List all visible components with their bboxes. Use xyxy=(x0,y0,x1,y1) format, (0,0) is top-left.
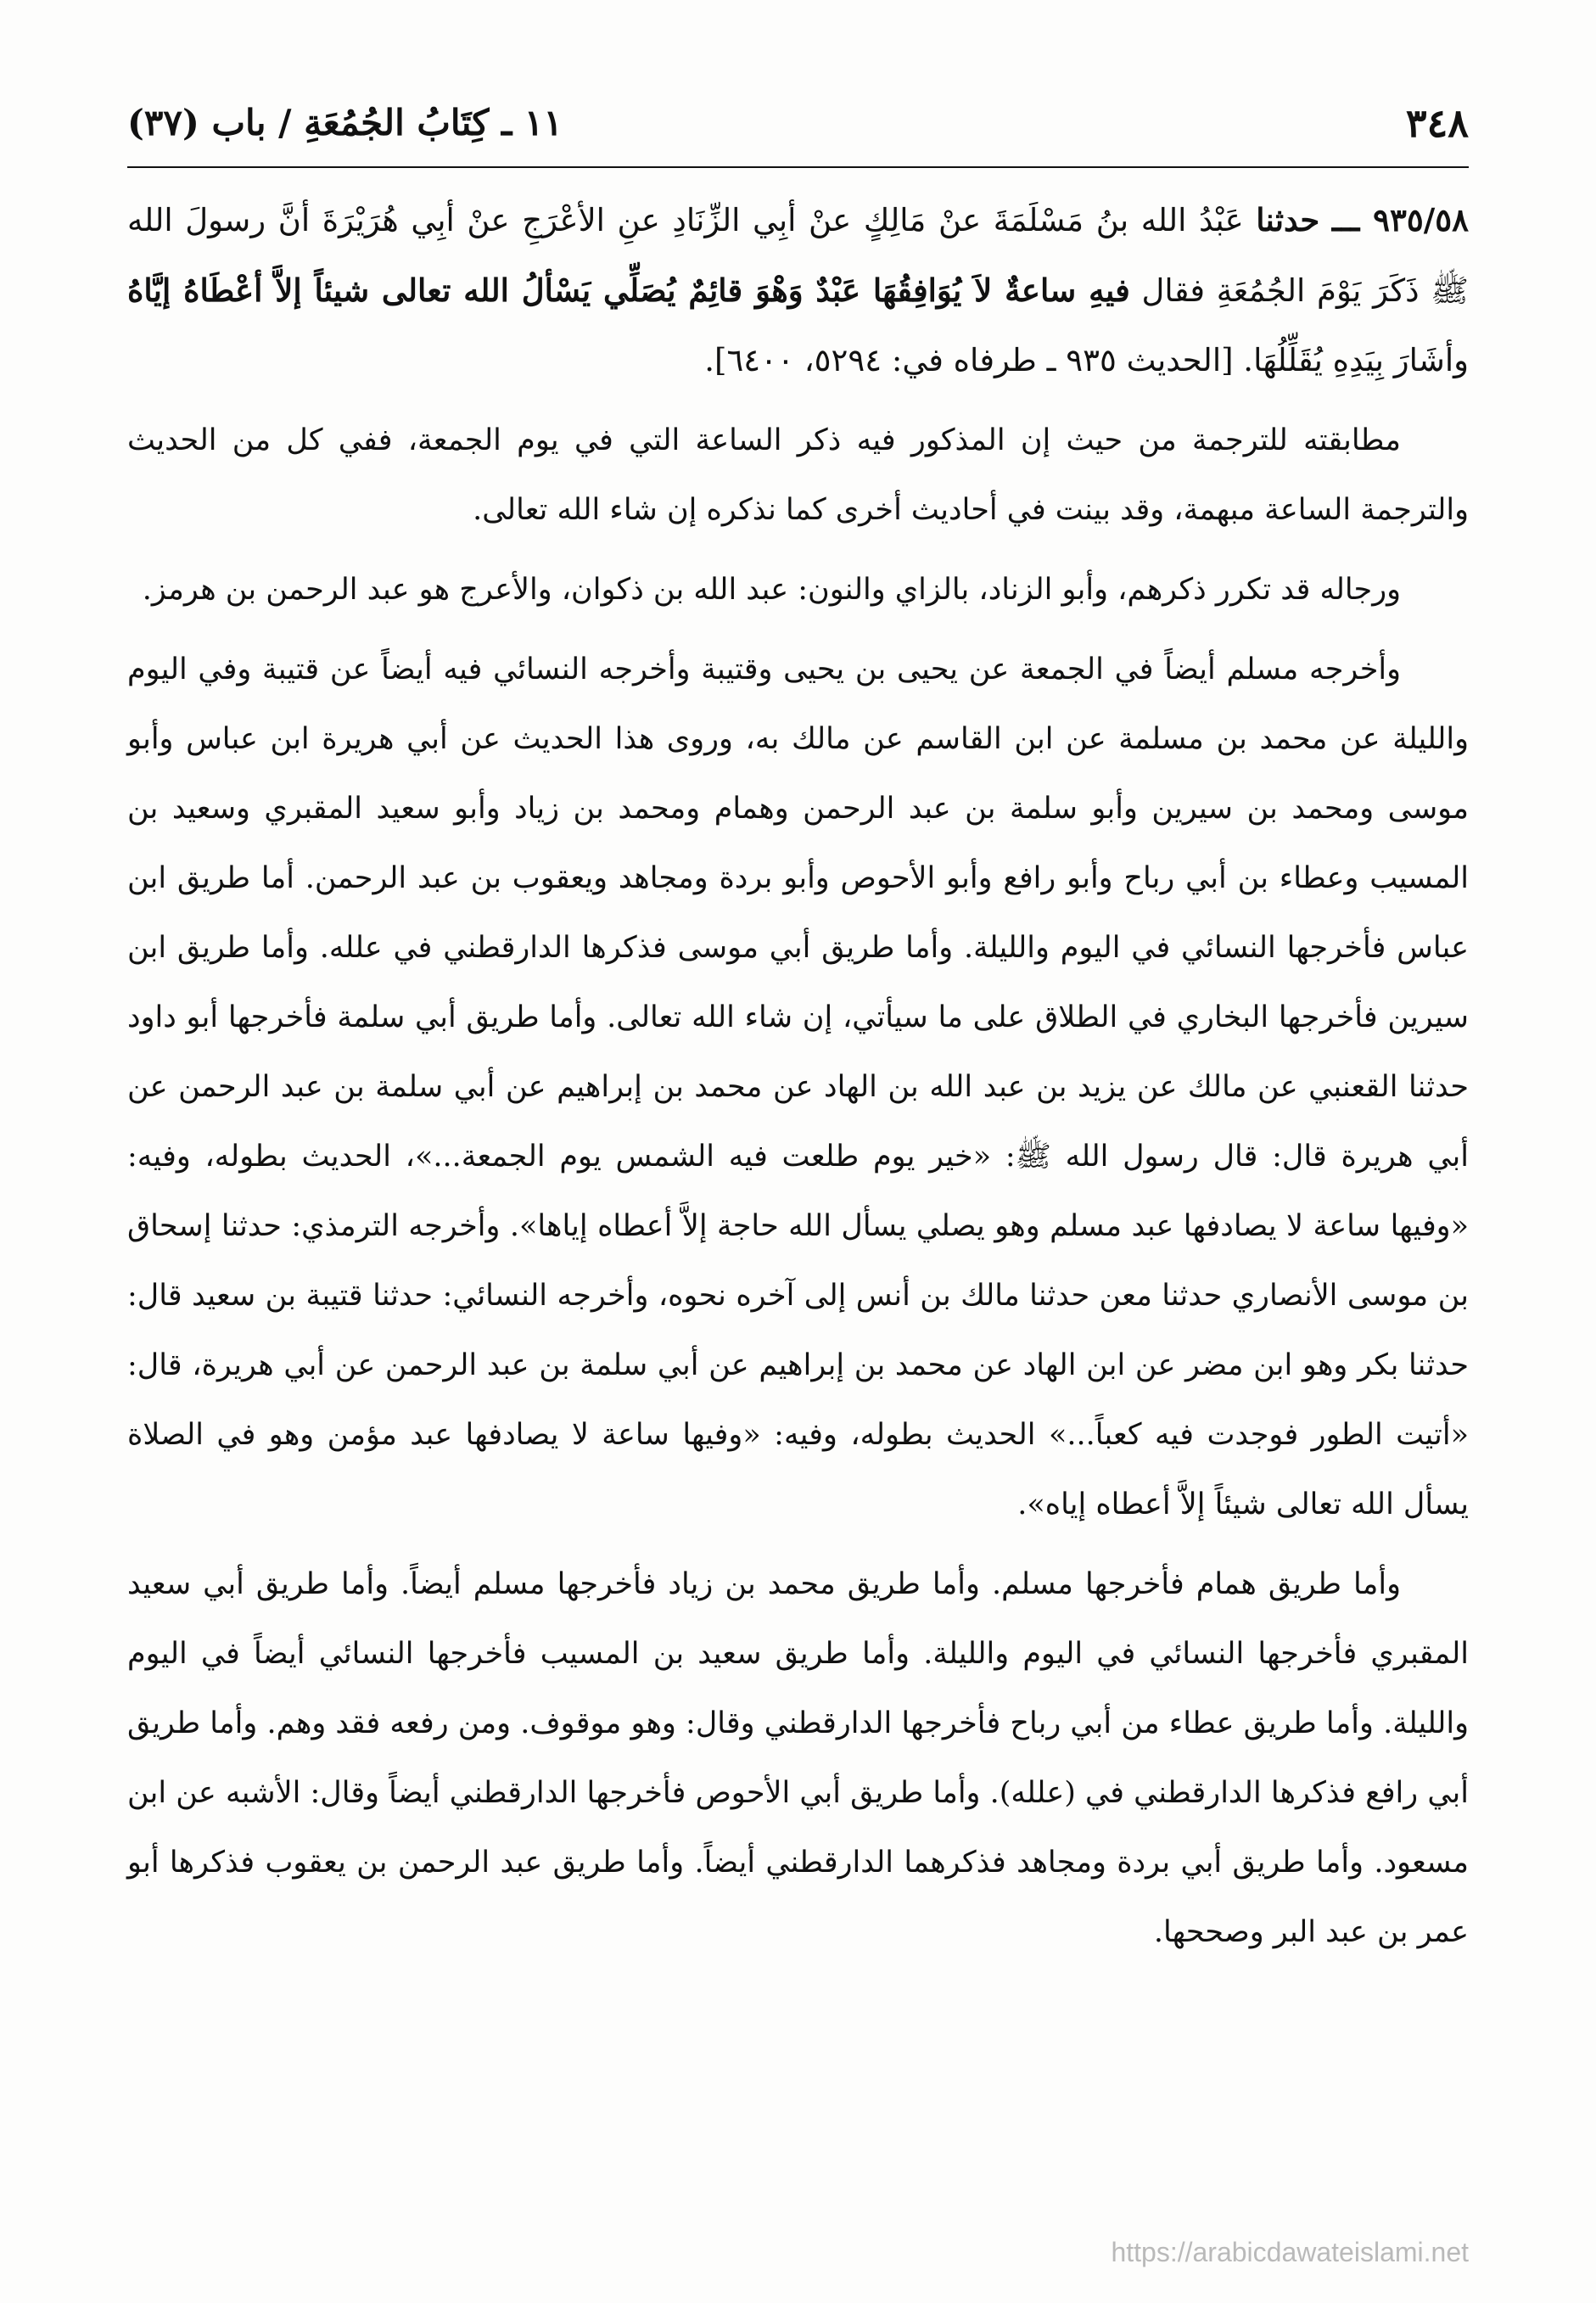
page-header xyxy=(127,95,1469,163)
watermark: https://arabicdawateislami.net xyxy=(1111,2237,1469,2267)
commentary-paragraph: مطابقته للترجمة من حيث إن المذكور فيه ذكر الساعة التي في يوم الجمعة، ففي كل من الحديث والترجمة الساعة مبهمة، وقد بينت في أحاديث أخرى كما نذكره إن شاء الله تعالى. xyxy=(127,423,1469,527)
commentary-paragraph: ورجاله قد تكرر ذكرهم، وأبو الزناد، بالزاي والنون: عبد الله بن ذكوان، والأعرج هو عبد الرحمن بن هرمز. xyxy=(142,573,1401,607)
hadith-text xyxy=(127,185,1469,395)
commentary-paragraph: وأما طريق همام فأخرجها مسلم. وأما طريق محمد بن زياد فأخرجها مسلم أيضاً. وأما طريق أبي سعيد المقبري فأخرجها النسائي في اليوم والليلة. وأما طريق سعيد بن المسيب فأخرجها النسائي أيضاً في اليوم والليلة. وأما طريق عطاء من أبي رباح فأخرجها الدارقطني وقال: وهو موقوف. ومن رفعه فقد وهم. وأما طريق أبي رافع فذكرها الدارقطني في (علله). وأما طريق أبي الأحوص فأخرجها الدارقطني أيضاً وقال: الأشبه عن ابن مسعود. وأما طريق أبي بردة ومجاهد فذكرهما الدارقطني أيضاً. وأما طريق عبد الرحمن بن يعقوب فذكرها أبو عمر بن عبد البر وصححها. xyxy=(127,1567,1469,1949)
running-title: ١١ ـ كِتَابُ الجُمُعَةِ / باب (٣٧) xyxy=(127,102,563,143)
hadith-lead: حدثنا xyxy=(1256,201,1320,238)
header-rule xyxy=(127,166,1469,168)
commentary-paragraph: وأخرجه مسلم أيضاً في الجمعة عن يحيى بن يحيى وقتيبة وأخرجه النسائي فيه أيضاً عن قتيبة وفي اليوم والليلة عن محمد بن مسلمة عن ابن القاسم عن مالك به، وروى هذا الحديث عن أبي هريرة ابن عباس وأبو موسى ومحمد بن سيرين وأبو سلمة بن عبد الرحمن وهمام ومحمد بن زياد وأبو سعيد المقبري وسعيد بن المسيب وعطاء بن أبي رباح وأبو رافع وأبو الأحوص وأبو بردة ومجاهد ويعقوب بن عبد الرحمن. أما طريق ابن عباس فأخرجها النسائي في اليوم والليلة. وأما طريق أبي موسى فذكرها الدارقطني في علله. وأما طريق ابن سيرين فأخرجها البخاري في الطلاق على ما سيأتي، إن شاء الله تعالى. وأما طريق أبي سلمة فأخرجها أبو داود حدثنا القعنبي عن مالك عن يزيد بن عبد الله بن الهاد عن محمد بن إبراهيم عن أبي سلمة بن عبد الرحمن عن أبي هريرة قال: قال رسول الله ﷺ: «خير يوم طلعت فيه الشمس يوم الجمعة...»، الحديث بطوله، وفيه: «وفيها ساعة لا يصادفها عبد مسلم وهو يصلي يسأل الله حاجة إلاَّ أعطاه إياها». وأخرجه الترمذي: حدثنا إسحاق بن موسى الأنصاري حدثنا معن حدثنا مالك بن أنس إلى آخره نحوه، وأخرجه النسائي: حدثنا قتيبة بن سعيد قال: حدثنا بكر وهو ابن مضر عن ابن الهاد عن محمد بن إبراهيم عن أبي سلمة بن عبد الرحمن عن أبي هريرة، قال: «أتيت الطور فوجدت فيه كعباً...» الحديث بطوله، وفيه: «وفيها ساعة لا يصادفها عبد مؤمن وهو في الصلاة يسأل الله تعالى شيئاً إلاَّ أعطاه إياه». xyxy=(127,653,1469,1521)
hadith-number: ٩٣٥/٥٨ ـــ xyxy=(1331,201,1469,238)
hadith-isnad: عَبْدُ الله بنُ مَسْلَمَةَ عنْ مَالِكٍ عنْ أبِي الزِّنَادِ عنِ الأعْرَجِ عنْ أبِي هُرَيْرَةَ أنَّ رسولَ الله ﷺ ذَكَرَ يَوْمَ الجُمُعَةِ فقال xyxy=(127,202,1469,309)
page-number: ٣٤٨ xyxy=(1405,100,1469,146)
hadith-matn: فيهِ ساعةٌ لاَ يُوَافِقُهَا عَبْدٌ وَهْوَ قائِمٌ يُصَلِّي يَسْألُ الله تعالى شيئاً إلاَّ أعْطَاهُ إيَّاهُ xyxy=(127,272,1130,309)
page-body xyxy=(127,185,1469,1977)
hadith-tail: وأشَارَ بِيَدِهِ يُقَلِّلُهَا. [الحديث ٩٣٥ ـ طرفاه في: ٥٢٩٤، ٦٤٠٠]. xyxy=(704,342,1469,378)
